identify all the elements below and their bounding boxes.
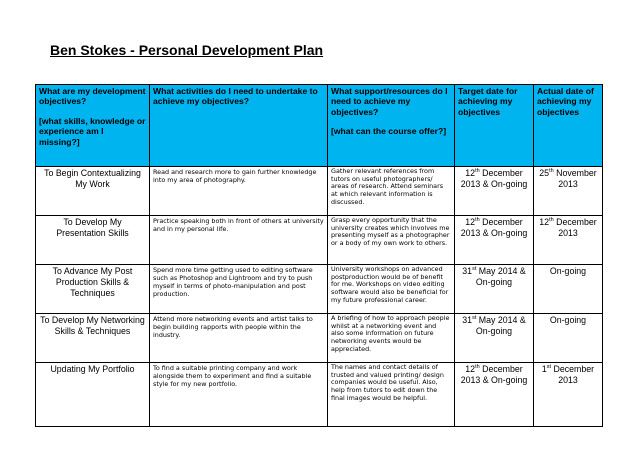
activities-cell: Attend more networking events and artist talks to begin building rapports with people within the industry.: [150, 314, 328, 363]
target-day: 12: [465, 217, 476, 227]
actual-suffix: st: [546, 364, 552, 371]
actual-suffix: th: [549, 168, 554, 175]
table-row: [36, 216, 603, 265]
header-target-date: Target date for achieving my objectives: [455, 85, 534, 167]
header-objectives-main: What are my development objectives?: [39, 86, 146, 107]
target-suffix: st: [472, 266, 477, 273]
header-objectives: [36, 85, 150, 167]
target-date-cell: [455, 216, 534, 265]
actual-day: 12: [539, 217, 550, 227]
target-suffix: th: [475, 364, 480, 371]
development-plan-table: [35, 84, 603, 427]
table-row: [36, 167, 603, 216]
header-support-sub: [what can the course offer?]: [331, 126, 447, 137]
document-title: Ben Stokes - Personal Development Plan: [50, 42, 324, 58]
target-rest: December 2013 & On-going: [460, 168, 528, 189]
target-rest: May 2014 & On-going: [475, 315, 526, 336]
target-date-cell: [455, 167, 534, 216]
objective-cell: To Develop My Networking Skills & Techniques: [36, 314, 150, 363]
activities-cell: Practice speaking both in front of others at university and in my personal life.: [150, 216, 328, 265]
target-day: 31: [462, 266, 473, 276]
target-day: 12: [465, 168, 476, 178]
support-cell: A briefing of how to approach people whilst at a networking event and also some information on future networking events would be appreciated.: [328, 314, 455, 363]
actual-suffix: th: [549, 217, 554, 224]
target-rest: December 2013 & On-going: [460, 364, 528, 385]
target-rest: December 2013 & On-going: [460, 217, 528, 238]
support-cell: University workshops on advanced postproduction would be of benefit for me. Workshops on video editing software would also be beneficial for my future professional career.: [328, 265, 455, 314]
target-date-cell: [455, 363, 534, 427]
header-actual-date: Actual date of achieving my objectives: [534, 85, 603, 167]
header-activities: What activities do I need to undertake to achieve my objectives?: [150, 85, 328, 167]
actual-date-cell: On-going: [534, 314, 603, 363]
objective-cell: To Begin Contextualizing My Work: [36, 167, 150, 216]
target-day: 31: [462, 315, 473, 325]
target-suffix: th: [475, 168, 480, 175]
actual-date-cell: [534, 216, 603, 265]
table-row: [36, 265, 603, 314]
target-date-cell: [455, 314, 534, 363]
target-day: 12: [465, 364, 476, 374]
actual-rest: November 2013: [553, 168, 597, 189]
target-suffix: st: [472, 315, 477, 322]
actual-rest: December 2013: [551, 364, 595, 385]
objective-cell: To Develop My Presentation Skills: [36, 216, 150, 265]
header-support: [328, 85, 455, 167]
actual-day: 1: [541, 364, 547, 374]
header-objectives-sub: [what skills, knowledge or experience am I missing?]: [39, 115, 146, 147]
target-date-cell: [455, 265, 534, 314]
header-support-main: What support/resources do I need to achieve my objectives?: [331, 86, 448, 117]
support-cell: Grasp every opportunity that the university creates which involves me presenting myself as a photographer or a body of my own work to others.: [328, 216, 455, 265]
actual-date-cell: [534, 363, 603, 427]
objective-cell: To Advance My Post Production Skills & Techniques: [36, 265, 150, 314]
actual-date-cell: [534, 167, 603, 216]
actual-rest: December 2013: [553, 217, 597, 238]
support-cell: Gather relevant references from tutors on useful photographers/ areas of research. Attend seminars at which relevant information is discussed.: [328, 167, 455, 216]
activities-cell: To find a suitable printing company and work alongside them to experiment and find a suitable style for my new portfolio.: [150, 363, 328, 427]
activities-cell: Read and research more to gain further knowledge into my area of photography.: [150, 167, 328, 216]
actual-date-cell: On-going: [534, 265, 603, 314]
target-rest: May 2014 & On-going: [475, 266, 526, 287]
table-header-row: [36, 85, 603, 167]
target-suffix: th: [475, 217, 480, 224]
table-row: [36, 363, 603, 427]
table-row: [36, 314, 603, 363]
support-cell: The names and contact details of trusted and valued printing/ design companies would be useful. Also, help from tutors to edit down the final images would be helpful.: [328, 363, 455, 427]
activities-cell: Spend more time getting used to editing software such as Photoshop and Lightroom and try to push myself in terms of photo-manipulation and post production.: [150, 265, 328, 314]
actual-day: 25: [539, 168, 550, 178]
objective-cell: Updating My Portfolio: [36, 363, 150, 427]
